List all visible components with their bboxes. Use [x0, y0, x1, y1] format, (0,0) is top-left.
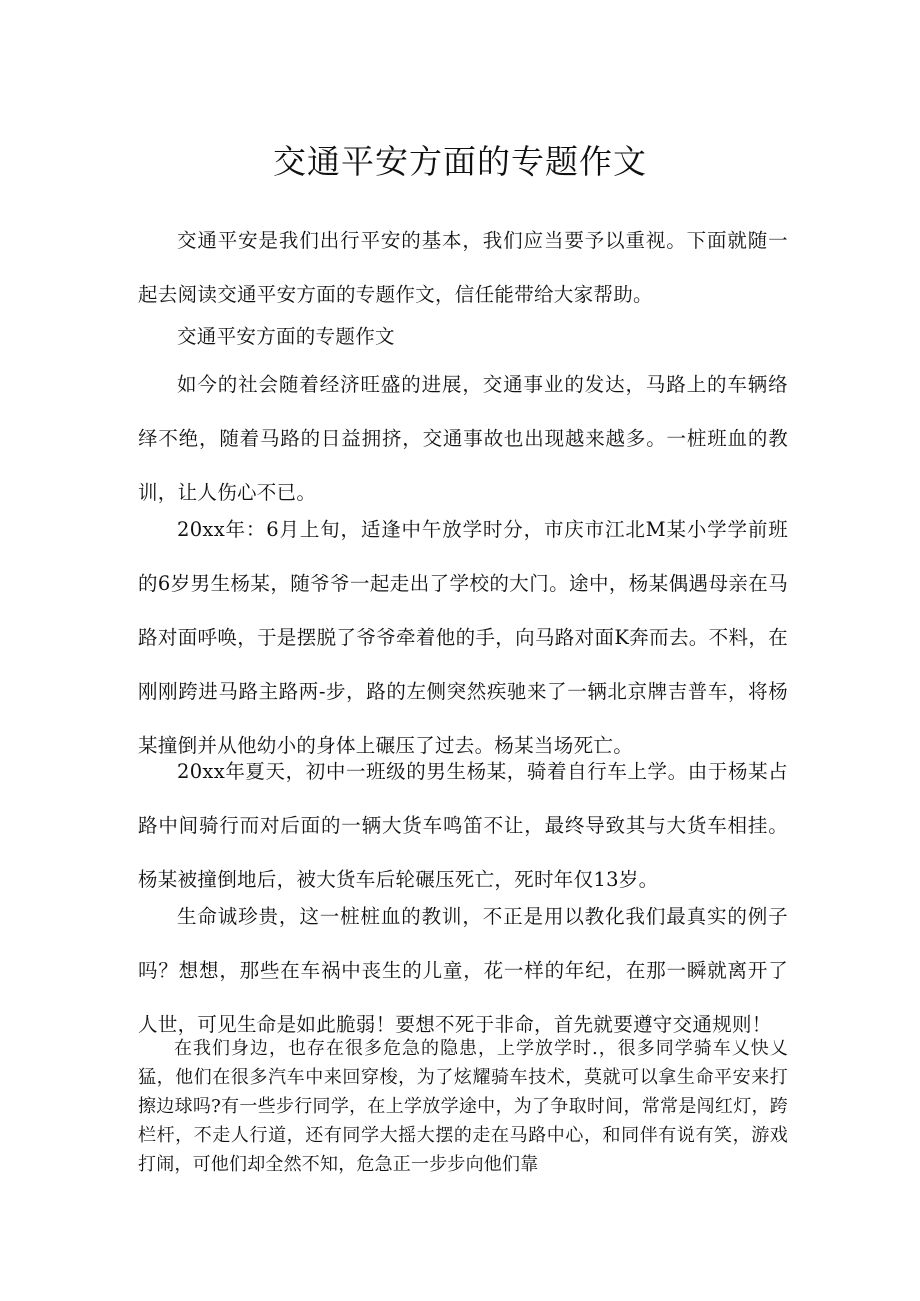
paragraph-case-two: 20xx年夏天，初中一班级的男生杨某，骑着自行车上学。由于杨某占路中间骑行而对后面的一辆大货车鸣笛不让，最终导致其与大货车相挂。杨某被撞倒地后，被大货车后轮碾压死亡，死时年仅13岁。 [138, 760, 788, 891]
paragraph-subtitle: 交通平安方面的专题作文 [177, 325, 395, 348]
paragraph-reflection: 生命诚珍贵，这一桩桩血的教训，不正是用以教化我们最真实的例子吗？想想，那些在车祸中丧生的儿童，花一样的年纪，在那一瞬就离开了人世，可见生命是如此脆弱！要想不死于非命，首先就要遵守交通规则！ [138, 905, 788, 1036]
paragraph-hazards: 在我们身边，也存在很多危急的隐患，上学放学时.，很多同学骑车乂快乂猛，他们在很多汽车中来回穿梭，为了炫耀骑车技术，莫就可以拿生命平安来打擦边球吗?有一些步行同学，在上学放学途中，为了争取时间，常常是闯红灯，跨栏杆，不走人行道，还有同学大摇大摆的走在马路中心，和同伴有说有笑，游戏打闹，可他们却全然不知，危急正一步步向他们靠 [138, 1038, 788, 1175]
document-title: 交通平安方面的专题作文 [273, 142, 647, 181]
paragraph-society: 如今的社会随着经济旺盛的进展，交通事业的发达，马路上的车辆络绎不绝，随着马路的日益拥挤，交通事故也出现越来越多。一桩班血的教训，让人伤心不已。 [138, 373, 788, 504]
paragraph-case-one: 20xx年：6月上旬，适逢中午放学时分，市庆市江北M某小学学前班的6岁男生杨某，随爷爷一起走出了学校的大门。途中，杨某偶遇母亲在马路对面呼唤，于是摆脱了爷爷牵着他的手，向马路对面K奔而去。不料，在刚刚跨进马路主路两-步，路的左侧突然疾驰来了一辆北京牌吉普车，将杨某撞倒并从他幼小的身体上碾压了过去。杨某当场死亡。 [138, 518, 788, 757]
paragraph-intro: 交通平安是我们出行平安的基本，我们应当要予以重视。下面就随一起去阅读交通平安方面的专题作文，信任能带给大家帮助。 [138, 229, 788, 306]
